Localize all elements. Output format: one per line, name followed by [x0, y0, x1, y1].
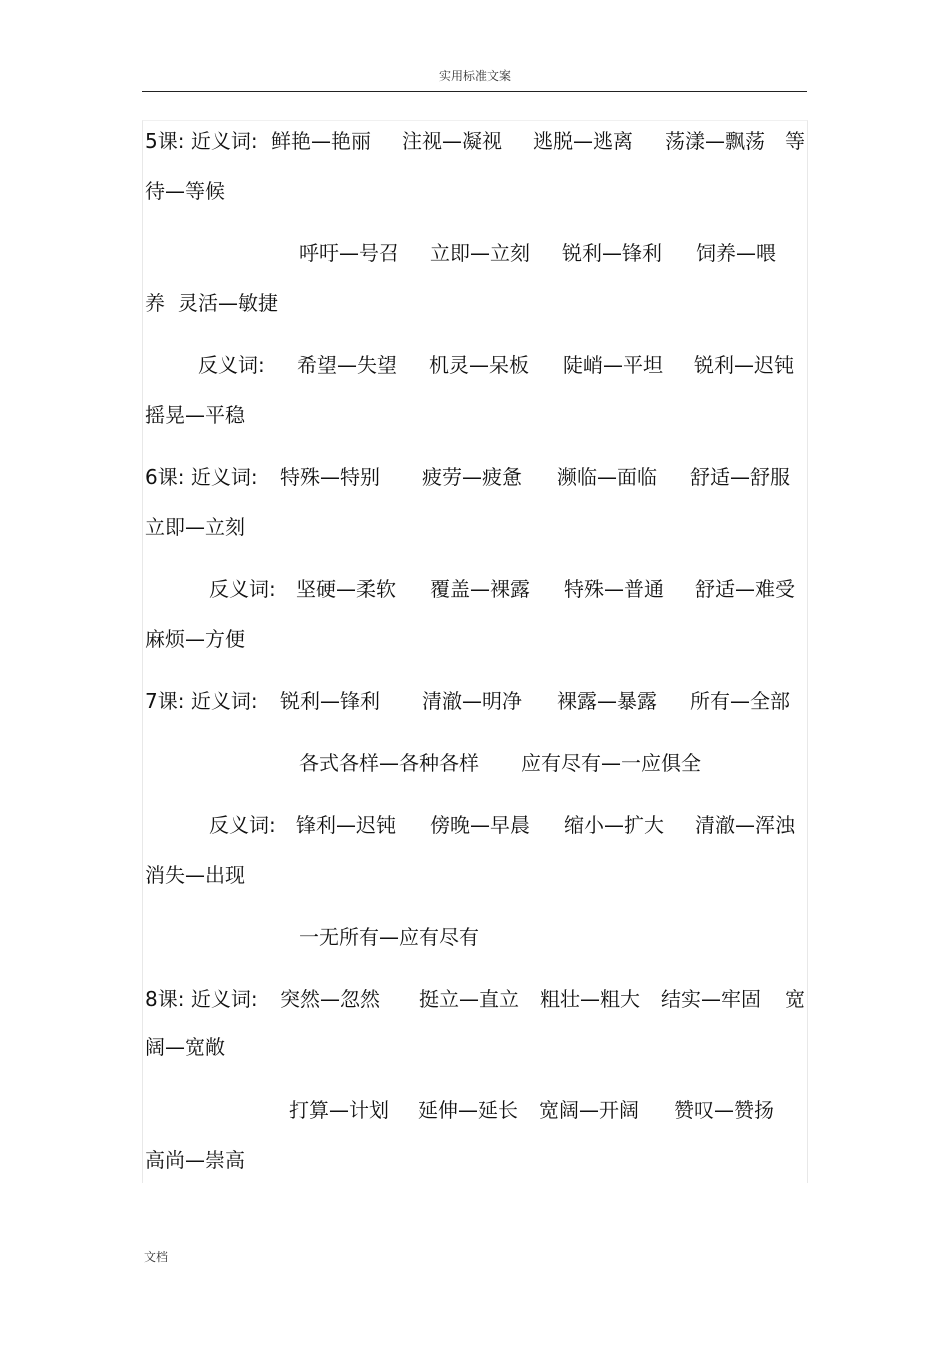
text-segment: 坚硬—柔软	[296, 577, 396, 601]
text-segment: 赞叹—赞扬	[674, 1098, 774, 1122]
text-segment: 逃脱—逃离	[533, 129, 633, 153]
text-segment: 陡峭—平坦	[563, 353, 663, 377]
text-segment: 锐利—锋利	[280, 689, 380, 713]
text-segment: 挺立—直立	[419, 987, 519, 1011]
text-segment: 特殊—普通	[564, 577, 664, 601]
text-segment: 6课: 近义词:	[145, 465, 258, 489]
text-segment: 等	[785, 129, 805, 153]
text-segment: 突然—忽然	[280, 987, 380, 1011]
text-segment: 所有—全部	[690, 689, 790, 713]
text-segment: 覆盖—裸露	[430, 577, 530, 601]
text-segment: 结实—牢固	[661, 987, 761, 1011]
text-segment: 养	[145, 291, 165, 315]
text-segment: 5课: 近义词:	[145, 129, 258, 153]
text-segment: 反义词:	[209, 577, 276, 601]
header-divider	[142, 91, 807, 92]
text-segment: 灵活—敏捷	[178, 291, 278, 315]
text-segment: 阔—宽敞	[145, 1035, 225, 1059]
text-segment: 锐利—迟钝	[694, 353, 794, 377]
text-segment: 呼吁—号召	[299, 241, 399, 265]
text-segment: 裸露—暴露	[557, 689, 657, 713]
text-segment: 荡漾—飘荡	[665, 129, 765, 153]
text-segment: 延伸—延长	[418, 1098, 518, 1122]
text-segment: 饲养—喂	[696, 241, 776, 265]
text-segment: 疲劳—疲惫	[422, 465, 522, 489]
text-segment: 摇晃—平稳	[145, 403, 245, 427]
text-segment: 待—等候	[145, 179, 225, 203]
text-segment: 特殊—特别	[280, 465, 380, 489]
text-segment: 宽	[785, 987, 805, 1011]
text-segment: 立即—立刻	[430, 241, 530, 265]
text-segment: 舒适—难受	[695, 577, 795, 601]
text-segment: 麻烦—方便	[145, 627, 245, 651]
text-segment: 消失—出现	[145, 863, 245, 887]
text-segment: 高尚—崇高	[145, 1148, 245, 1172]
page-footer-label: 文档	[144, 1250, 169, 1264]
page-header-title: 实用标准文案	[438, 69, 511, 83]
text-segment: 锋利—迟钝	[296, 813, 396, 837]
text-segment: 反义词:	[209, 813, 276, 837]
text-segment: 机灵—呆板	[429, 353, 529, 377]
text-segment: 注视—凝视	[402, 129, 502, 153]
text-segment: 8课: 近义词:	[145, 987, 258, 1011]
text-segment: 各式各样—各种各样	[299, 751, 479, 775]
text-segment: 打算—计划	[289, 1098, 389, 1122]
text-segment: 一无所有—应有尽有	[299, 925, 479, 949]
text-segment: 濒临—面临	[557, 465, 657, 489]
text-segment: 锐利—锋利	[562, 241, 662, 265]
text-segment: 7课: 近义词:	[145, 689, 258, 713]
text-segment: 傍晚—早晨	[430, 813, 530, 837]
text-segment: 舒适—舒服	[690, 465, 790, 489]
text-segment: 应有尽有—一应俱全	[521, 751, 701, 775]
text-segment: 清澈—明净	[422, 689, 522, 713]
text-segment: 缩小—扩大	[564, 813, 664, 837]
text-segment: 宽阔—开阔	[539, 1098, 639, 1122]
text-segment: 鲜艳—艳丽	[271, 129, 371, 153]
text-segment: 粗壮—粗大	[540, 987, 640, 1011]
text-segment: 立即—立刻	[145, 515, 245, 539]
text-segment: 清澈—浑浊	[695, 813, 795, 837]
text-segment: 希望—失望	[297, 353, 397, 377]
text-segment: 反义词:	[198, 353, 265, 377]
